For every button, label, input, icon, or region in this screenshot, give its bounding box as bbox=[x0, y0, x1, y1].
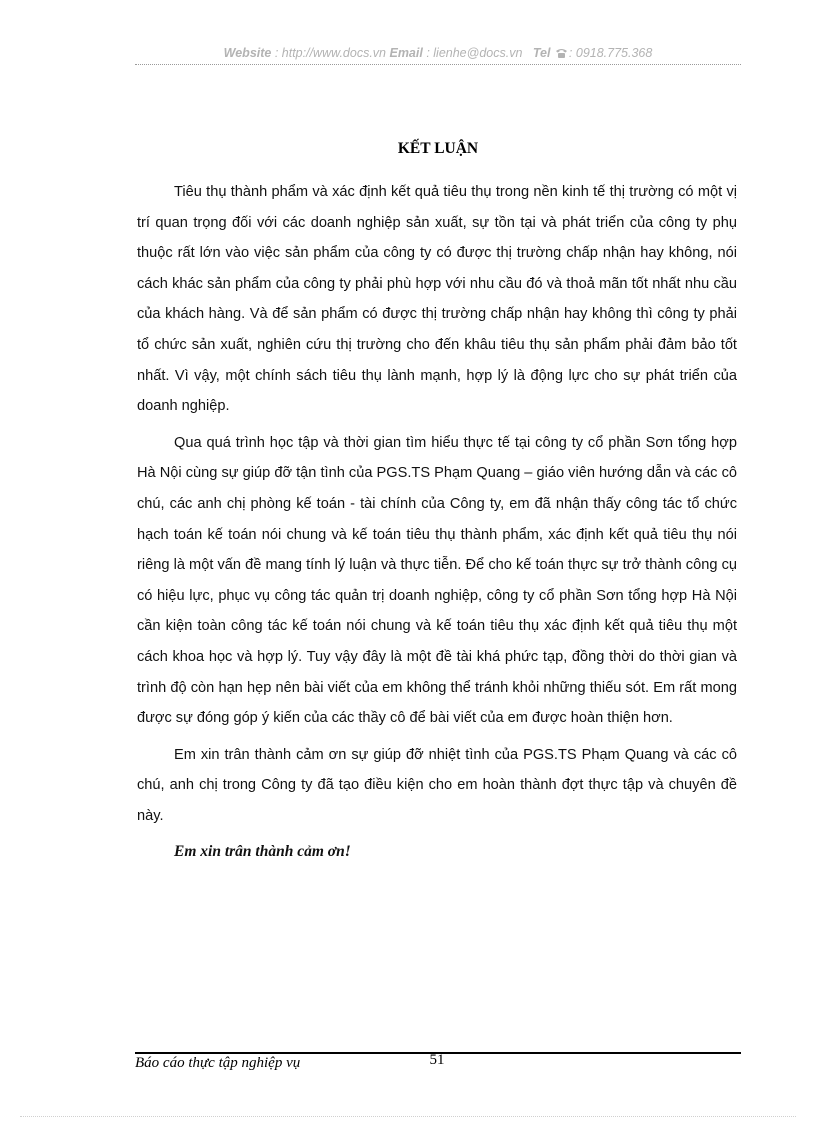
page-bottom-divider bbox=[20, 1116, 796, 1117]
paragraph-1: Tiêu thụ thành phẩm và xác định kết quả tiêu thụ trong nền kinh tế thị trường có một vị trí quan trọng đối với các doanh nghiệp sản xuất, sự tồn tại và phát triển của công ty phụ thuộc rất lớn vào việc sản phẩm của công ty có được thị trường chấp nhận hay không, nói cách khác sản phẩm của công ty phải phù hợp với nhu cầu đó và thoả mãn tốt nhất nhu cầu của khách hàng. Và để sản phẩm có được thị trường chấp nhận hay không thì công ty phải tổ chức sản xuất, nghiên cứu thị trường cho đến khâu tiêu thụ sản phẩm phải đảm bảo tốt nhất. Vì vậy, một chính sách tiêu thụ lành mạnh, hợp lý là động lực cho sự phát triển của doanh nghiệp. bbox=[137, 184, 737, 415]
page-header bbox=[135, 46, 741, 62]
tel-label: Tel bbox=[532, 46, 551, 60]
phone-number: : 0918.775.368 bbox=[568, 46, 653, 60]
page-number: 51 bbox=[429, 1052, 445, 1068]
email-address[interactable]: lienhe@docs.vn bbox=[433, 46, 523, 60]
telephone-icon bbox=[555, 47, 568, 62]
paragraph-3: Em xin trân thành cảm ơn sự giúp đỡ nhiệt tình của PGS.TS Phạm Quang và các cô chú, anh chị trong Công ty đã tạo điều kiện cho em hoàn thành đợt thực tập và chuyên đề này. bbox=[137, 746, 737, 824]
website-url[interactable]: http://www.docs.vn bbox=[281, 46, 386, 60]
closing-line: Em xin trân thành cảm ơn! bbox=[174, 843, 351, 861]
document-title: KẾT LUẬN bbox=[397, 140, 479, 157]
website-separator: : bbox=[271, 46, 282, 60]
footer-report-title: Báo cáo thực tập nghiệp vụ bbox=[135, 1055, 301, 1071]
website-label: Website bbox=[223, 46, 272, 60]
header-divider bbox=[135, 64, 741, 65]
paragraph-2: Qua quá trình học tập và thời gian tìm hiểu thực tế tại công ty cổ phần Sơn tổng hợp Hà Nội cùng sự giúp đỡ tận tình của PGS.TS Phạm Quang – giáo viên hướng dẫn và các cô chú, các anh chị phòng kế toán - tài chính của Công ty, em đã nhận thấy công tác tổ chức hạch toán kế toán nói chung và kế toán tiêu thụ thành phẩm, xác định kết quả tiêu thụ nói riêng là một vấn đề mang tính lý luận và thực tiễn. Để cho kế toán thực sự trở thành công cụ có hiệu lực, phục vụ công tác quản trị doanh nghiệp, công ty cổ phần Sơn tổng hợp Hà Nội cần kiện toàn công tác kế toán nói chung và kế toán tiêu thụ xác định kết quả tiêu thụ một cách khoa học và hợp lý. Tuy vậy đây là một đề tài khá phức tạp, đồng thời do thời gian và trình độ còn hạn hẹp nên bài viết của em không thể tránh khỏi những thiếu sót. Em rất mong được sự đóng góp ý kiến của các thầy cô để bài viết của em được hoàn thiện hơn. bbox=[137, 434, 737, 727]
email-separator: : bbox=[422, 46, 434, 60]
email-label: Email bbox=[389, 46, 423, 60]
document-body bbox=[137, 177, 737, 874]
